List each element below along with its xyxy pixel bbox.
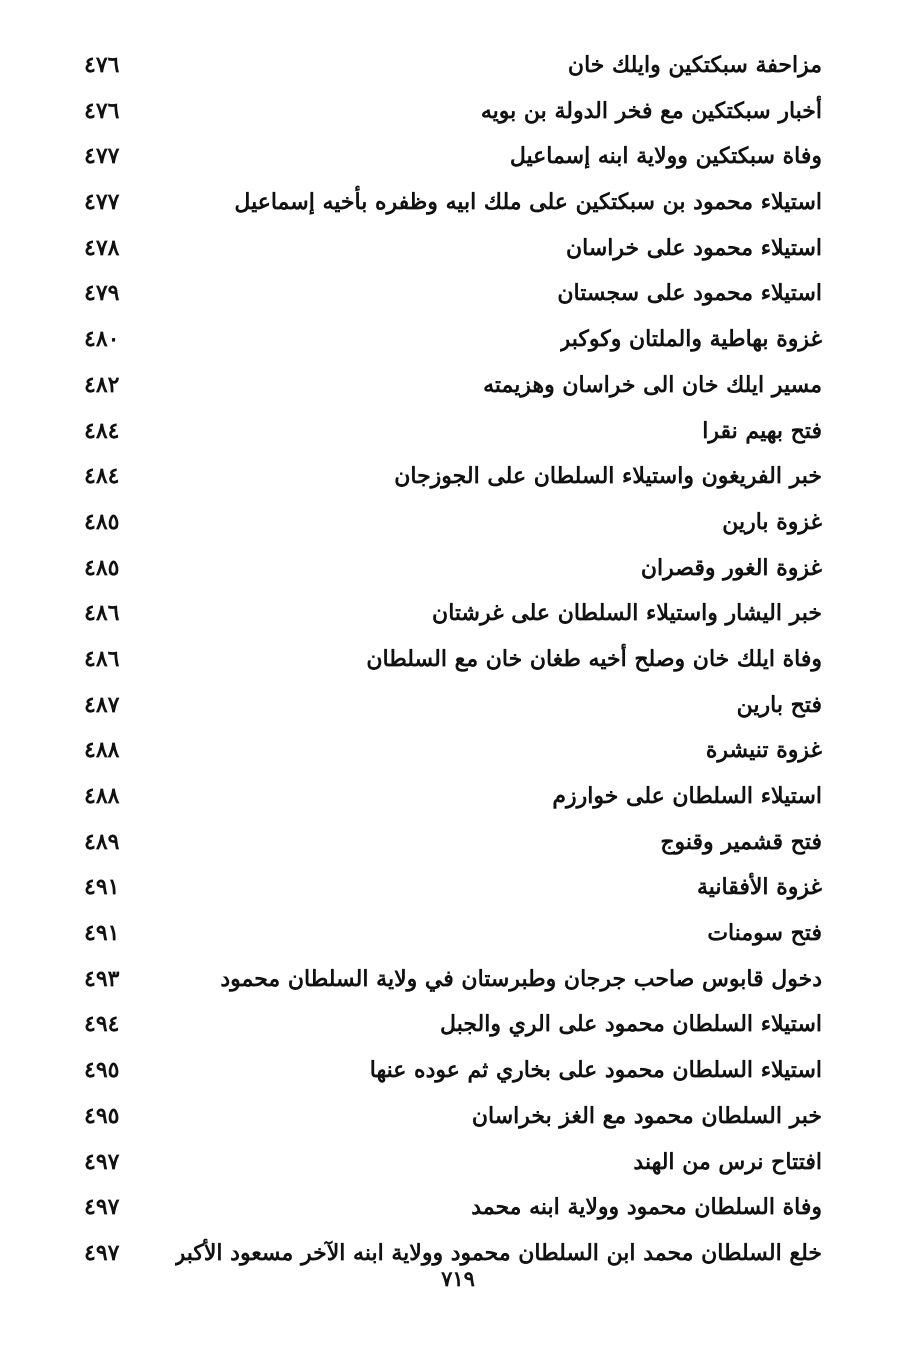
toc-entry xyxy=(0,775,916,821)
toc-entry-title: خلع السلطان محمد ابن السلطان محمود وولاية ابنه الآخر مسعود الأكبر xyxy=(174,1239,822,1266)
toc-entry-page-number: ٤٧٩ xyxy=(84,280,120,307)
toc-entry-title: خبر السلطان محمود مع الغز بخراسان xyxy=(471,1102,822,1129)
toc-entry-page-number: ٤٩١ xyxy=(84,874,120,901)
toc-entry-page-number: ٤٧٦ xyxy=(84,52,120,78)
toc-entry-page-number: ٤٩٣ xyxy=(84,965,120,992)
toc-entry-page-number: ٤٧٧ xyxy=(84,143,120,170)
toc-entry-page-number: ٤٨٨ xyxy=(84,737,120,764)
toc-entry-title: فتح بارين xyxy=(736,691,822,718)
toc-entry xyxy=(0,90,916,136)
toc-entry-title: فتح بهيم نقرا xyxy=(702,417,822,444)
toc-entry-title: استيلاء محمود على سجستان xyxy=(557,280,822,307)
toc-entry xyxy=(0,912,916,958)
toc-entry xyxy=(0,958,916,1004)
toc-entry-page-number: ٤٩٥ xyxy=(84,1102,120,1129)
toc-entry xyxy=(0,135,916,181)
toc-entry-title: غزوة الغور وقصران xyxy=(640,554,822,581)
toc-entry xyxy=(0,181,916,227)
toc-entry xyxy=(0,1186,916,1232)
toc-entry xyxy=(0,1095,916,1141)
toc-entry xyxy=(0,1141,916,1187)
toc-entry-title: خبر الفريغون واستيلاء السلطان على الجوزجان xyxy=(394,463,822,490)
toc-entry-title: غزوة بهاطية والملتان وكوكبر xyxy=(559,326,822,353)
toc-entry xyxy=(0,821,916,867)
toc-entry-page-number: ٤٨٤ xyxy=(84,417,120,444)
toc-entry xyxy=(0,1049,916,1095)
toc-entry-page-number: ٤٨٧ xyxy=(84,691,120,718)
toc-entry xyxy=(0,318,916,364)
toc-entry xyxy=(0,44,916,90)
toc-entry-page-number: ٤٨٩ xyxy=(84,828,120,855)
toc-entry-title: افتتاح نرس من الهند xyxy=(633,1148,822,1175)
toc-entry xyxy=(0,272,916,318)
toc-entry-title: غزوة تنيشرة xyxy=(705,737,822,764)
toc-entry-title: خبر اليشار واستيلاء السلطان على غرشتان xyxy=(432,600,822,627)
toc-entry-page-number: ٤٨٠ xyxy=(84,326,120,353)
toc-entry-page-number: ٤٧٦ xyxy=(84,97,120,124)
toc-entry xyxy=(0,729,916,775)
toc-entry-title: غزوة الأفقانية xyxy=(696,874,822,901)
toc-entry-title: استيلاء محمود بن سبكتكين على ملك ابيه وظفره بأخيه إسماعيل xyxy=(234,189,822,216)
toc-entry-page-number: ٤٧٨ xyxy=(84,234,120,261)
toc-entry xyxy=(0,364,916,410)
toc-entry-title: استيلاء السلطان محمود على بخاري ثم عوده عنها xyxy=(369,1057,822,1084)
toc-entry xyxy=(0,227,916,273)
toc-entry-page-number: ٤٩٤ xyxy=(84,1011,120,1038)
toc-entry-page-number: ٤٨٥ xyxy=(84,554,120,581)
toc-entry xyxy=(0,547,916,593)
toc-entry-page-number: ٤٨٨ xyxy=(84,783,120,809)
toc-entry-title: وفاة السلطان محمود وولاية ابنه محمد xyxy=(471,1194,822,1221)
toc-entry-title: مسير ايلك خان الى خراسان وهزيمته xyxy=(483,371,822,398)
toc-entry xyxy=(0,410,916,456)
toc-entry xyxy=(0,638,916,684)
toc-entry-page-number: ٤٧٧ xyxy=(84,189,120,216)
toc-entry xyxy=(0,866,916,912)
table-of-contents xyxy=(0,44,916,1278)
toc-entry-title: وفاة ايلك خان وصلح أخيه طغان خان مع السلطان xyxy=(366,645,822,672)
toc-entry xyxy=(0,501,916,547)
toc-entry-title: استيلاء محمود على خراسان xyxy=(565,234,822,261)
toc-entry-title: وفاة سبكتكين وولاية ابنه إسماعيل xyxy=(509,143,822,170)
toc-entry xyxy=(0,1003,916,1049)
toc-entry-title: استيلاء السلطان محمود على الري والجبل xyxy=(440,1011,822,1038)
toc-entry-page-number: ٤٩٧ xyxy=(84,1239,120,1266)
toc-entry xyxy=(0,455,916,501)
toc-entry-page-number: ٤٨٦ xyxy=(84,600,120,627)
toc-entry-page-number: ٤٩٧ xyxy=(84,1194,120,1221)
toc-entry-page-number: ٤٩٧ xyxy=(84,1148,120,1175)
toc-entry xyxy=(0,592,916,638)
toc-entry-title: مزاحفة سبكتكين وايلك خان xyxy=(567,52,822,78)
toc-entry-page-number: ٤٩١ xyxy=(84,920,120,947)
toc-entry-title: غزوة بارين xyxy=(722,508,822,535)
toc-entry-title: فتح سومنات xyxy=(707,920,822,947)
toc-entry-page-number: ٤٨٦ xyxy=(84,645,120,672)
toc-entry-title: أخبار سبكتكين مع فخر الدولة بن بويه xyxy=(480,97,822,124)
toc-entry-page-number: ٤٨٢ xyxy=(84,371,120,398)
toc-entry-page-number: ٤٩٥ xyxy=(84,1057,120,1084)
toc-entry-page-number: ٤٨٤ xyxy=(84,463,120,490)
toc-entry xyxy=(0,684,916,730)
toc-entry-title: استيلاء السلطان على خوارزم xyxy=(552,783,822,809)
toc-entry-page-number: ٤٨٥ xyxy=(84,508,120,535)
toc-entry-title: فتح قشمير وقنوج xyxy=(660,828,822,855)
page-number: ٧١٩ xyxy=(441,1266,475,1291)
toc-entry-title: دخول قابوس صاحب جرجان وطبرستان في ولاية السلطان محمود xyxy=(220,965,822,992)
